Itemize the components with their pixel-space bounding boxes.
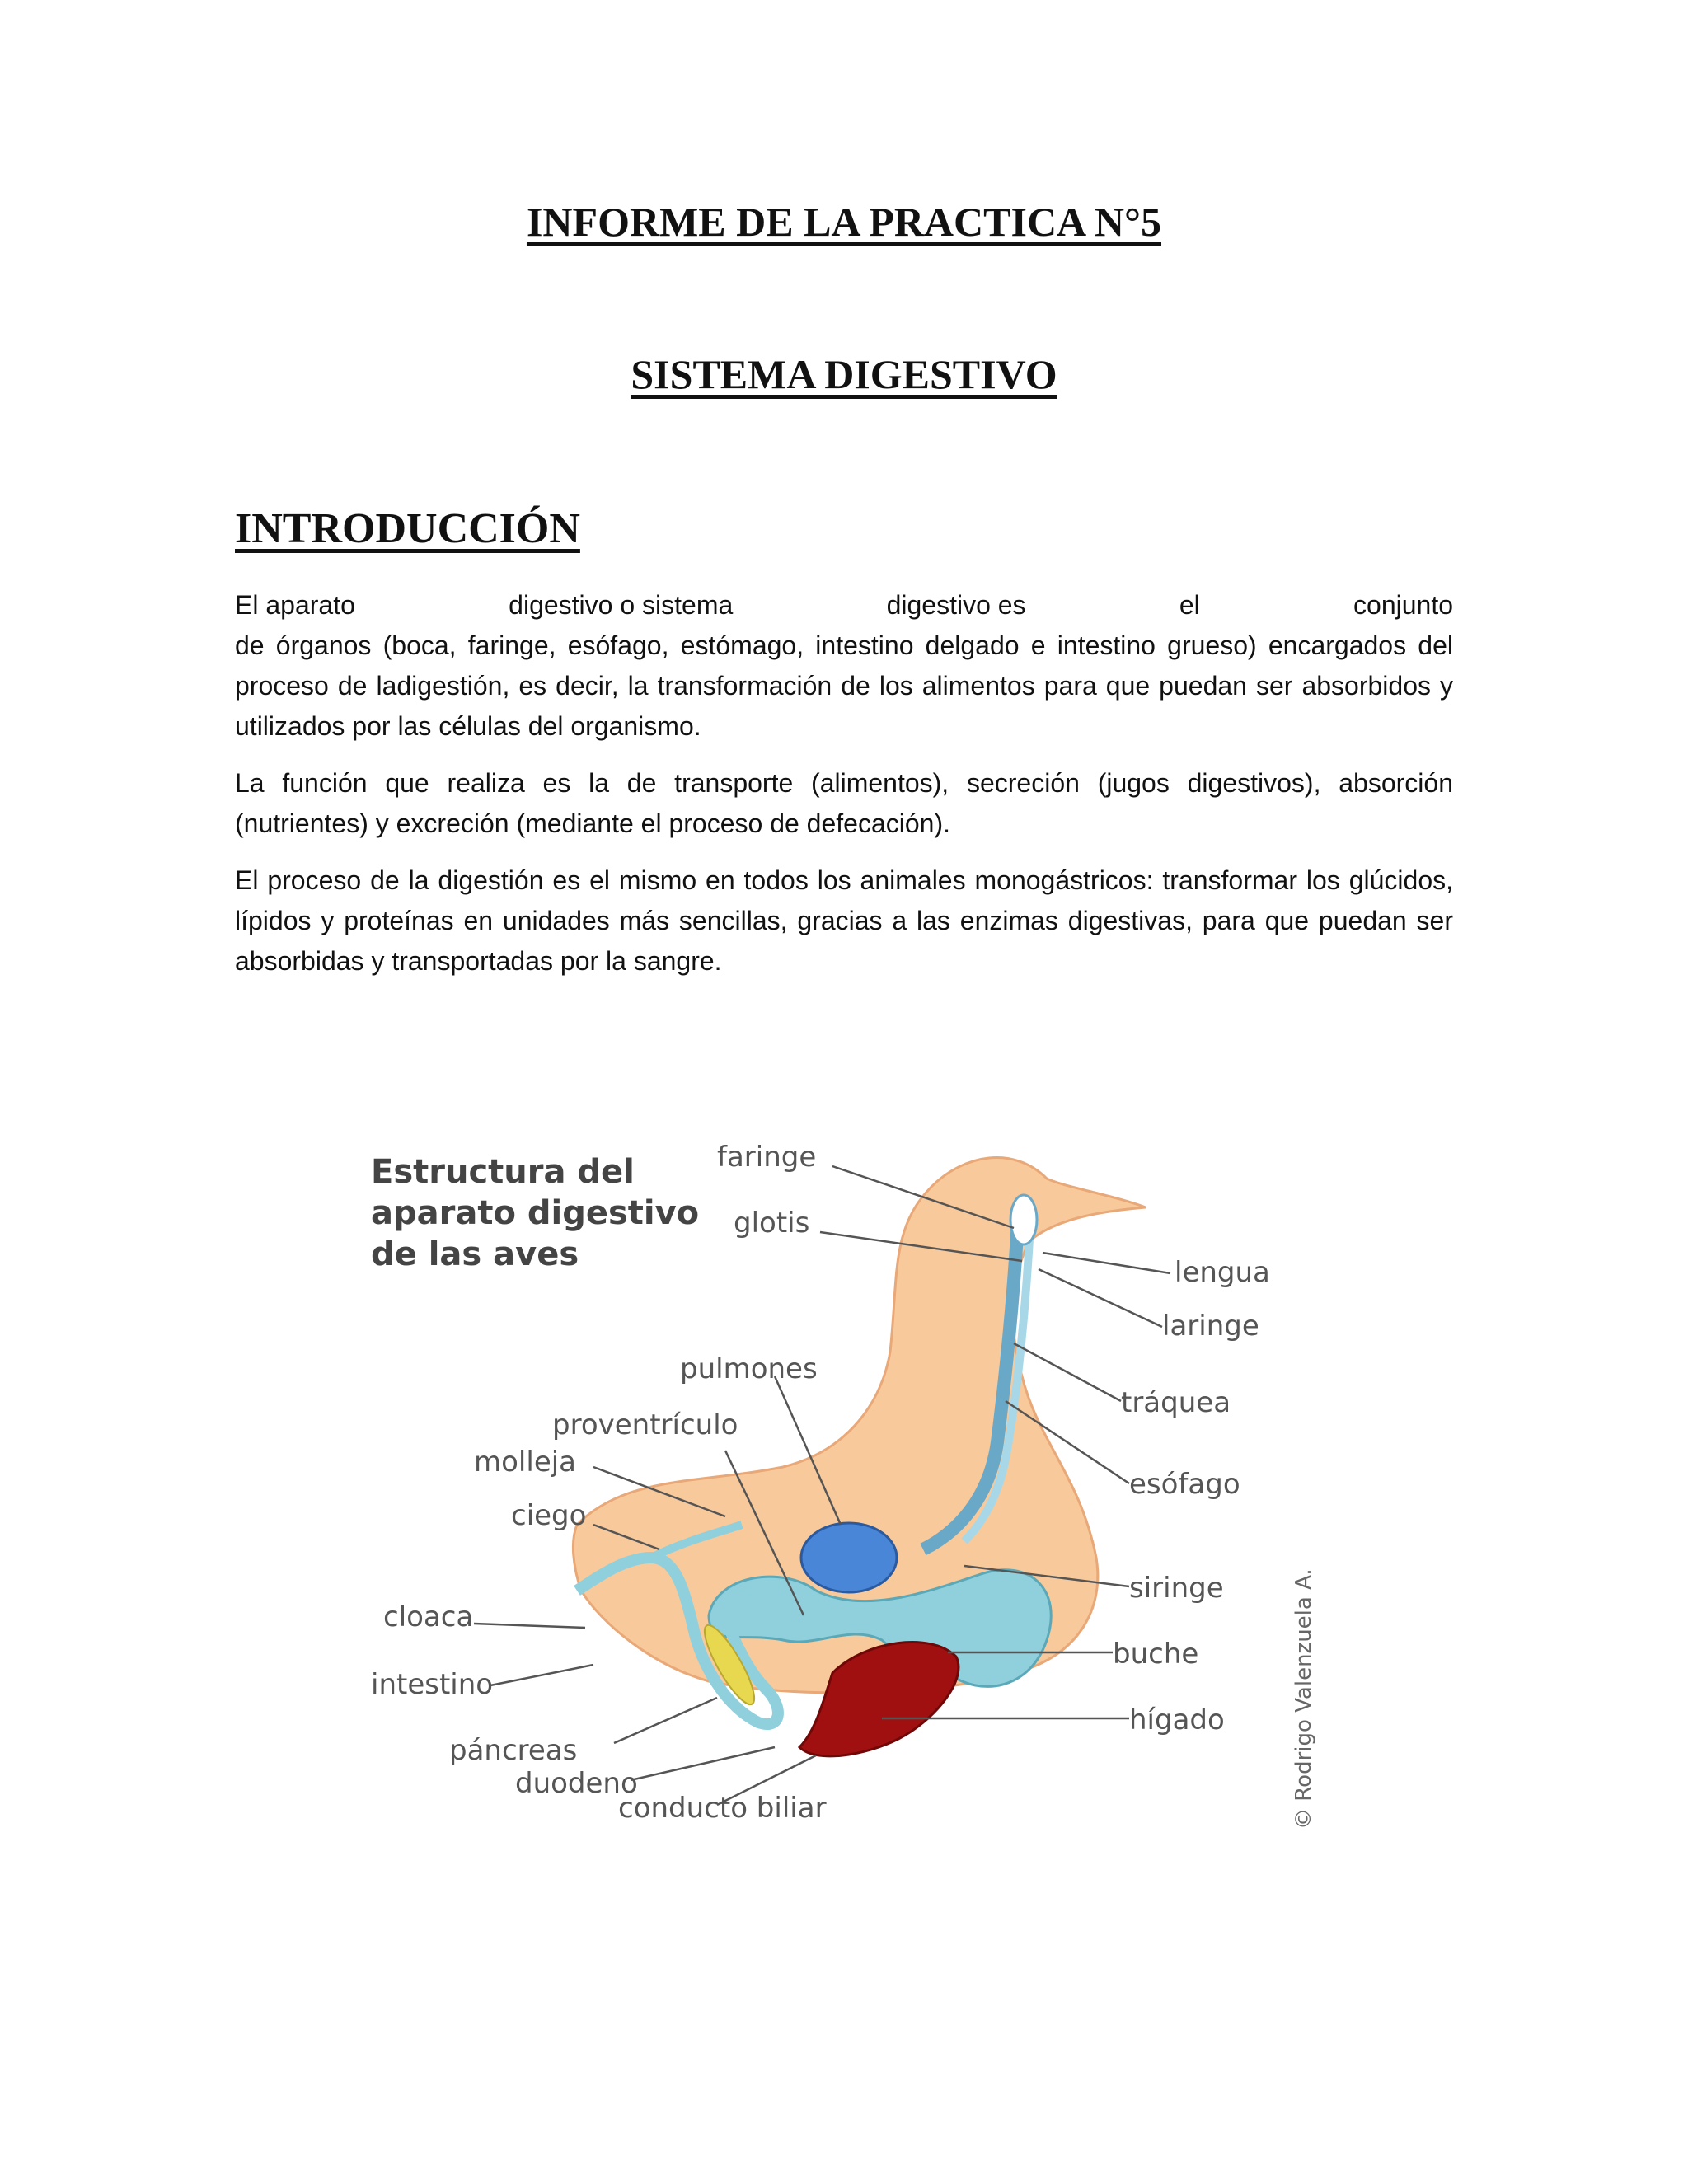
figure-title-line-1: Estructura del	[371, 1153, 635, 1191]
intro-body	[235, 585, 1453, 998]
label-esofago: esófago	[1129, 1468, 1240, 1501]
paragraph-2: La función que realiza es la de transporte (alimentos), secreción (jugos digestivos), absorción (nutrientes) y excreción (mediante el proceso de defecación).	[235, 768, 1453, 838]
bird-digestive-diagram	[354, 1129, 1327, 1838]
lungs-shape	[801, 1523, 897, 1592]
paragraph-1	[235, 585, 1453, 626]
label-buche: buche	[1113, 1638, 1199, 1671]
leader-laringe	[1039, 1269, 1162, 1327]
leader-lengua	[1043, 1253, 1170, 1273]
diagram-svg	[354, 1129, 1327, 1838]
word: El aparato	[235, 590, 355, 620]
label-higado: hígado	[1129, 1704, 1225, 1736]
leader-traquea	[1014, 1343, 1121, 1401]
label-intestino: intestino	[371, 1668, 494, 1701]
word: digestivo es	[886, 590, 1026, 620]
page-subtitle: SISTEMA DIGESTIVO	[631, 351, 1057, 397]
section-heading-introduccion: INTRODUCCIÓN	[235, 505, 580, 552]
label-cloaca: cloaca	[383, 1601, 474, 1633]
figure-title-line-2: aparato digestivo	[371, 1194, 700, 1232]
word: digestivo o sistema	[509, 590, 734, 620]
leader-duodeno	[631, 1747, 775, 1780]
label-lengua: lengua	[1175, 1256, 1270, 1289]
leader-intestino	[490, 1665, 593, 1685]
label-ciego: ciego	[511, 1499, 587, 1532]
label-duodeno: duodeno	[515, 1767, 638, 1800]
leader-cloaca	[474, 1624, 585, 1628]
label-laringe: laringe	[1162, 1310, 1259, 1343]
page-title: INFORME DE LA PRACTICA N°5	[526, 199, 1162, 245]
leader-pancreas	[614, 1698, 717, 1743]
paragraph-1-first-line	[235, 585, 1453, 626]
paragraph-1-rest: de órganos (boca, faringe, esófago, estómago, intestino delgado e intestino grueso) encargados del proceso de ladigestión, es decir, la transformación de los alimentos para que puedan ser absorbidos y utilizados por las células del organismo.	[235, 630, 1453, 741]
figure-title-line-3: de las aves	[371, 1235, 579, 1273]
label-molleja: molleja	[474, 1446, 577, 1479]
label-pulmones: pulmones	[680, 1352, 818, 1385]
word: el	[1179, 590, 1200, 620]
label-glotis: glotis	[734, 1207, 810, 1240]
paragraph-3: El proceso de la digestión es el mismo en todos los animales monogástricos: transformar los glúcidos, lípidos y proteínas en unidades más sencillas, gracias a las enzimas digestivas, para que puedan ser absorbidas y transportadas por la sangre.	[235, 865, 1453, 976]
word: conjunto	[1353, 590, 1453, 620]
label-proventriculo: proventrículo	[552, 1408, 738, 1441]
label-siringe: siringe	[1129, 1572, 1224, 1605]
label-traquea: tráquea	[1121, 1386, 1231, 1419]
glottis-shape	[1010, 1195, 1037, 1244]
figure-credit: © Rodrigo Valenzuela A.	[1292, 1568, 1316, 1830]
label-pancreas: páncreas	[449, 1734, 578, 1767]
label-conducto-biliar: conducto biliar	[618, 1792, 827, 1825]
label-faringe: faringe	[717, 1141, 817, 1174]
